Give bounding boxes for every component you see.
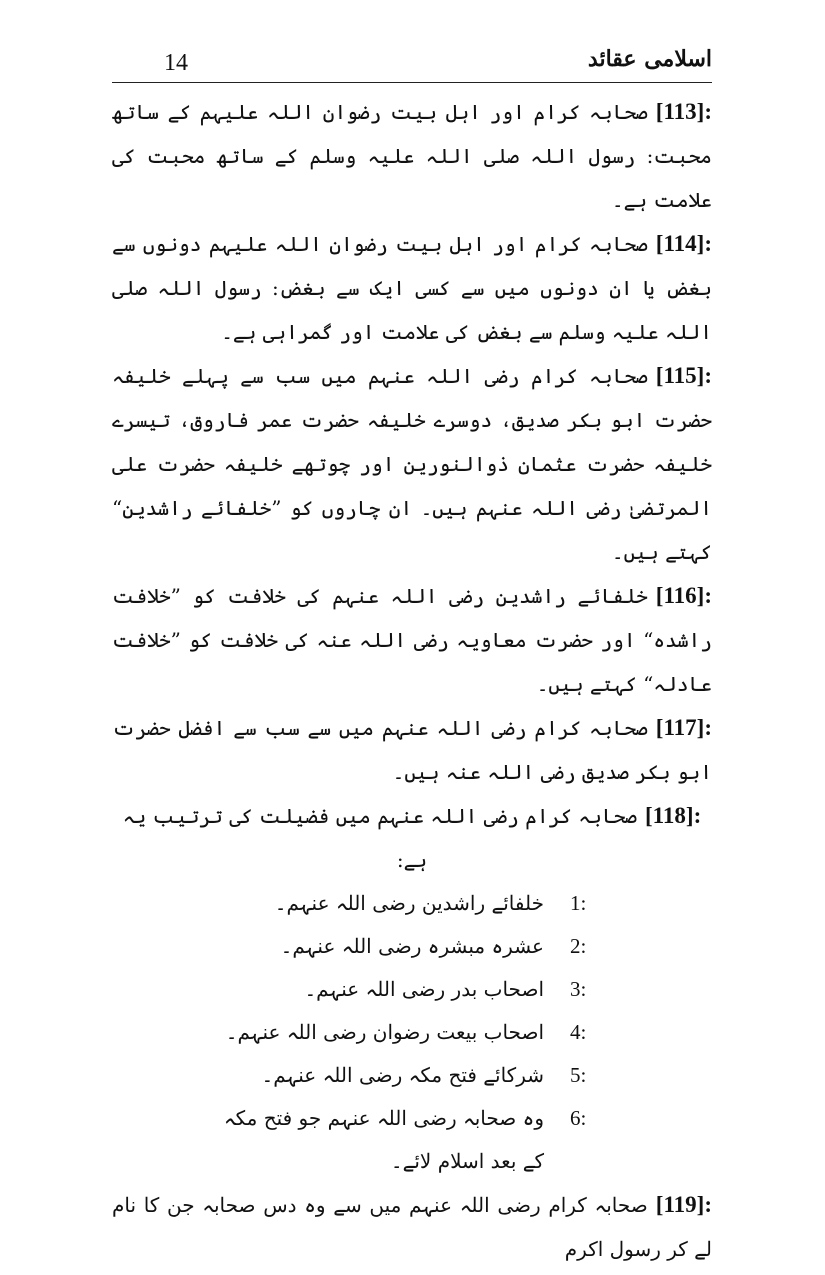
list-text: عشرہ مبشرہ رضی اللہ عنہم۔ bbox=[280, 934, 544, 958]
list-item bbox=[112, 882, 712, 925]
list-index: 6: bbox=[570, 1106, 587, 1130]
page-number: 14 bbox=[164, 50, 188, 76]
list-index: 1: bbox=[570, 891, 587, 915]
list-index: 3: bbox=[570, 977, 587, 1001]
entry-118 bbox=[112, 794, 712, 882]
list-index: 4: bbox=[570, 1020, 587, 1044]
entry-114-paragraph bbox=[112, 222, 712, 354]
entry-text: صحابہ کرام اور اہل بیت رضوان اللہ علیہم کے ساتھ محبت: رسول اللہ صلی اللہ علیہ وسلم کے ساتھ محبت کی علامت ہے۔ bbox=[112, 100, 712, 212]
entry-116-paragraph bbox=[112, 574, 712, 706]
list-index: 2: bbox=[570, 934, 587, 958]
entry-117-paragraph bbox=[112, 706, 712, 794]
entry-113-paragraph bbox=[112, 90, 712, 222]
list-text: اصحاب بیعت رضوان رضی اللہ عنہم۔ bbox=[225, 1020, 544, 1044]
entry-number: [115]: bbox=[655, 363, 712, 388]
entry-number: [116]: bbox=[655, 583, 712, 608]
list-item bbox=[112, 925, 712, 968]
entry-117 bbox=[112, 706, 712, 794]
entry-113 bbox=[112, 90, 712, 222]
entry-text: صحابہ کرام رضی اللہ عنہم میں سے سب سے افضل حضرت ابو بکر صدیق رضی اللہ عنہ ہیں۔ bbox=[112, 716, 712, 784]
entry-number: [118]: bbox=[645, 803, 702, 828]
list-index: 5: bbox=[570, 1063, 587, 1087]
entry-text: صحابہ کرام رضی اللہ عنہم میں سے وہ دس صحابہ جن کا نام لے کر رسول اکرم bbox=[112, 1193, 712, 1261]
list-item bbox=[112, 1011, 712, 1054]
entry-text: صحابہ کرام رضی اللہ عنہم میں فضیلت کی ترتیب یہ ہے: bbox=[122, 804, 638, 872]
entry-115-paragraph bbox=[112, 354, 712, 574]
page-body bbox=[112, 90, 712, 1271]
list-item bbox=[112, 1097, 712, 1183]
entry-118-paragraph bbox=[112, 794, 712, 882]
list-item bbox=[112, 1054, 712, 1097]
list-text: اصحاب بدر رضی اللہ عنہم۔ bbox=[304, 977, 544, 1001]
entry-115 bbox=[112, 354, 712, 574]
entry-number: [117]: bbox=[655, 715, 712, 740]
entry-116 bbox=[112, 574, 712, 706]
list-text: وہ صحابہ رضی اللہ عنہم جو فتح مکہ کے بعد اسلام لائے۔ bbox=[223, 1106, 544, 1173]
page-header bbox=[112, 44, 712, 84]
entry-text: صحابہ کرام رضی اللہ عنہم میں سب سے پہلے خلیفہ حضرت ابو بکر صدیق، دوسرے خلیفہ حضرت عمر فاروق، تیسرے خلیفہ حضرت عثمان ذوالنورین اور چوتھے خلیفہ حضرت علی المرتضیٰ رضی اللہ عنہم ہیں۔ ان چاروں کو ”خلفائے راشدین“ کہتے ہیں۔ bbox=[112, 364, 712, 564]
entry-text: خلفائے راشدین رضی اللہ عنہم کی خلافت کو ”خلافت راشدہ“ اور حضرت معاویہ رضی اللہ عنہ کی خلافت کو ”خلافت عادلہ“ کہتے ہیں۔ bbox=[112, 584, 712, 696]
list-item bbox=[112, 968, 712, 1011]
list-text: شرکائے فتح مکہ رضی اللہ عنہم۔ bbox=[261, 1063, 544, 1087]
entry-119-paragraph bbox=[112, 1183, 712, 1271]
entry-number: [113]: bbox=[655, 99, 712, 124]
entry-114 bbox=[112, 222, 712, 354]
ranking-list bbox=[112, 882, 712, 1183]
entry-number: [119]: bbox=[655, 1192, 712, 1217]
entry-number: [114]: bbox=[655, 231, 712, 256]
header-divider bbox=[112, 82, 712, 83]
list-text: خلفائے راشدین رضی اللہ عنہم۔ bbox=[274, 891, 544, 915]
running-title: اسلامی عقائد bbox=[587, 46, 712, 72]
entry-text: صحابہ کرام اور اہل بیت رضوان اللہ علیہم دونوں سے بغض یا ان دونوں میں سے کسی ایک سے بغض: رسول اللہ صلی اللہ علیہ وسلم سے بغض کی علامت اور گمراہی ہے۔ bbox=[112, 232, 712, 344]
entry-119 bbox=[112, 1183, 712, 1271]
